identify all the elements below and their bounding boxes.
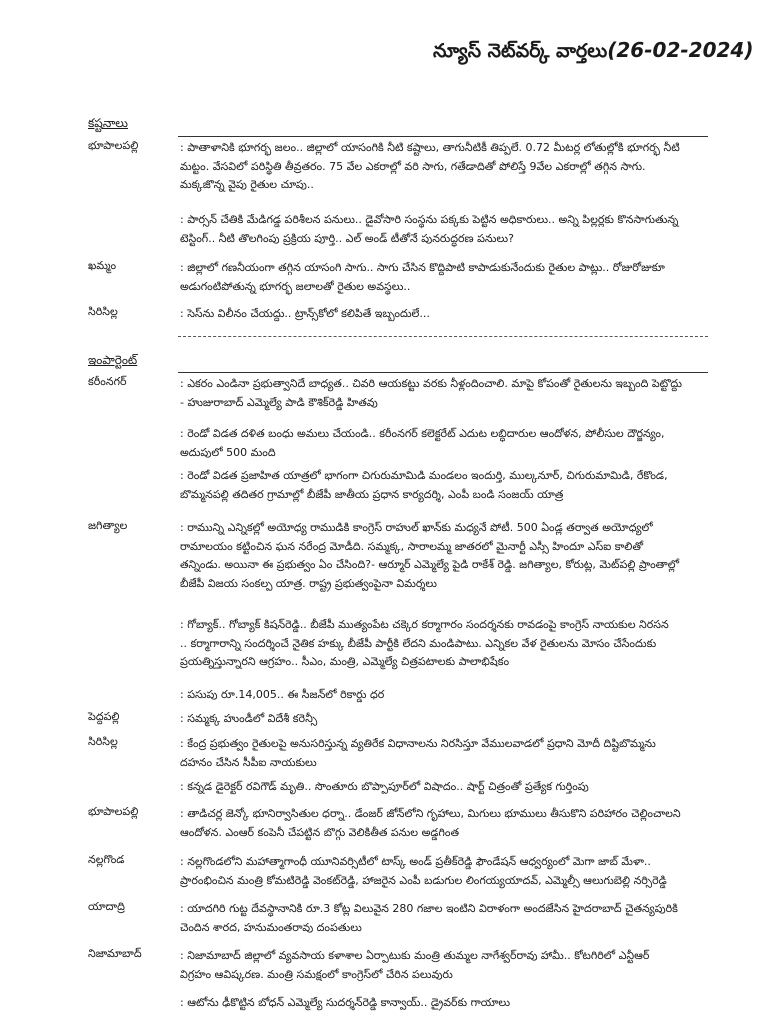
section-heading: కష్టనాలు <box>88 116 128 130</box>
news-line: టెస్టింగ్.. నీటి తొలగింపు ప్రక్రియ పూర్తి.. ఎల్ అండ్ టీతోనే పునరుద్ధరణ పనులు? <box>180 231 514 245</box>
district-name: పెద్దపల్లి <box>88 710 120 723</box>
news-item <box>180 259 728 296</box>
news-line: : కన్నడ డైరెక్టర్ రవిగౌడ్ మృతి.. సొంతూరు బొప్పాపూర్‌లో విషాదం.. షార్ట్ చిత్రంతో ప్రత్యేక గుర్తింపు <box>180 780 589 793</box>
district-name: నిజామాబాద్ <box>88 947 142 960</box>
section-heading: ఇంపార్టెంట్ <box>88 353 138 367</box>
news-line: తన్నిండు. అయినా ఈ ప్రభుత్వం ఏం చేసింది?- ఆర్మూర్ ఎమ్మెల్యే పైడి రాకేశ్ రెడ్డి. జగిత్యాల, కోరుట్ల, మెట్‌పల్లి ప్రాంతాల్లో <box>180 558 680 571</box>
news-item <box>180 375 728 412</box>
district-name: కరీంనగర్ <box>88 375 127 388</box>
section-separator <box>178 336 708 337</box>
news-line: : ఎకరం ఎండినా ప్రభుత్వానిదే బాధ్యత.. చివరి ఆయకట్టు వరకు నీళ్లందించాలి. మాపై కోపంతో రైతులను ఇబ్బంది పెట్టొద్దు <box>180 377 682 390</box>
news-item <box>180 305 728 324</box>
news-item <box>180 425 728 462</box>
news-line: : రామున్ని ఎన్నికల్లో అయోధ్య రాముడికి కాంగ్రెస్ రాహుల్ ఖాన్‌కు మధ్యనే పోటీ. 500 ఏండ్ల తర్వాత అయోధ్యలో <box>180 521 653 534</box>
news-item <box>180 853 728 890</box>
news-line: విగ్రహం ఆవిష్కరణ. మంత్రి సమక్షంలో కాంగ్రెస్‌లో చేరిన పలువురు <box>180 967 453 981</box>
district-name: భూపాలపల్లి <box>88 139 139 152</box>
news-line: : పాతాళానికి భూగర్భ జలం.. జిల్లాలో యాసంగికి నీటి కష్టాలు, తాగునీటికీ తిప్పలే. 0.72 మీటర్ల లోతుల్లోకి భూగర్భ నీటి <box>180 141 680 154</box>
page-title <box>433 38 753 67</box>
news-item <box>180 994 728 1013</box>
news-item <box>180 467 728 504</box>
news-line: : కేంద్ర ప్రభుత్వం రైతులపై అనుసరిస్తున్న వ్యతిరేక విధానాలను నిరసిస్తూ వేములవాడలో ప్రధాని మోదీ దిష్టిబొమ్మను <box>180 737 656 750</box>
news-line: ప్రయత్నిస్తున్నారని ఆగ్రహం.. సీఎం, మంత్రి, ఎమ్మెల్యే చిత్రపటాలకు పాలాభిషేకం <box>180 655 510 668</box>
district-name: భూపాలపల్లి <box>88 805 139 818</box>
news-item <box>180 616 728 672</box>
news-item <box>180 900 728 937</box>
news-line: : నిజామాబాద్ జిల్లాలో వ్యవసాయ కళాశాల ఏర్పాటుకు మంత్రి తుమ్మల నాగేశ్వర్‌రావు హామీ.. కోటగిరిలో ఎన్టీఆర్ <box>180 949 650 962</box>
news-line: అదుపులో 500 మంది <box>180 445 276 459</box>
news-line: మట్టం. వేసవిలో పరిస్థితి తీవ్రతరం. 75 వేల ఎకరాల్లో వరి సాగు, గతేడాదితో పోలిస్తే 9వేల ఎకరాల్లో తగ్గిన సాగు. <box>180 159 646 173</box>
news-line: : నల్లగొండలోని మహాత్మాగాంధీ యూనివర్సిటీలో టాస్క్ అండ్ ప్రతీక్‌రెడ్డి ఫౌండేషన్ ఆధ్వర్యంలో మెగా జాబ్ మేళా.. <box>180 855 651 868</box>
news-line: మక్కజొన్న వైపు రైతుల చూపు.. <box>180 178 314 191</box>
news-line: : యాదగిరి గుట్ట దేవస్థానానికి రూ.3 కోట్ల విలువైన 280 గజాల ఇంటిని విరాళంగా అందజేసిన హైదరాబాద్ చైతన్యపురికి <box>180 902 678 915</box>
news-item <box>180 735 728 772</box>
news-line: .. కర్మాగారాన్ని సందర్శించే నైతిక హక్కు బీజేపీ పార్టీకి లేదని మండిపాటు. ఎన్నికల వేళ రైతులను మోసం చేసేందుకు <box>180 636 657 650</box>
news-item <box>180 778 728 797</box>
news-line: : పార్సన్ చేతికి మేడిగడ్డ పరిశీలన పనులు.. డైవోసారి సంస్థను పక్కకు పెట్టిన అధికారులు.. అన్ని పిల్లర్లకు కొనసాగుతున్న <box>180 213 679 226</box>
district-name: జగిత్యాల <box>88 519 128 532</box>
news-item <box>180 211 728 248</box>
news-line: : రెండో విడత ప్రజాహిత యాత్రలో భాగంగా చిగురుమామిడి మండలం ఇందుర్తి, ముల్కనూర్, చిగురుమామిడి, రేకొండ, <box>180 469 668 482</box>
news-line: : సమ్మక్క హుండీలో విదేశీ కరెన్సీ <box>180 712 318 725</box>
news-line: : జిల్లాలో గణనీయంగా తగ్గిన యాసంగి సాగు.. సాగు చేసిన కొద్దిపాటి కాపాడుకునేందుకు రైతుల పాట్లు.. రోజురోజుకూ <box>180 261 665 274</box>
news-item <box>180 519 728 593</box>
news-line: రామాలయం కట్టించిన ఘన నరేంద్ర మోడీది. సమ్మక్క, సారాలమ్మ జాతరలో మైనార్టీ ఎస్సీ హిందూ ఎస్ఐ కాలితో <box>180 539 644 553</box>
section-rule <box>178 372 708 373</box>
news-line: బీజేపీ విజయ సంకల్ప యాత్ర. రాష్ట్ర ప్రభుత్వంపైనా విమర్శలు <box>180 576 437 590</box>
district-name: సిరిసిల్ల <box>88 735 118 748</box>
news-line: అడుగంటిపోతున్న భూగర్భ జలాలతో రైతుల అవస్థలు.. <box>180 279 411 293</box>
title-date: (26-02-2024) <box>607 38 754 62</box>
news-item <box>180 947 728 984</box>
district-name: ఖమ్మం <box>88 259 117 272</box>
news-line: : పసుపు రూ.14,005.. ఈ సీజన్‌లో రికార్డు ధర <box>180 688 385 701</box>
news-line: : రెండో విడత దళిత బంధు అమలు చేయండి.. కరీంనగర్ కలెక్టరేట్ ఎదుట లబ్ధిదారుల ఆందోళన, పోలీసుల దౌర్జన్యం, <box>180 427 665 440</box>
news-line: చెందిన శారద, హనుమంతరావు దంపతులు <box>180 920 362 934</box>
news-item <box>180 139 728 195</box>
news-line: ప్రారంభించిన మంత్రి కోమటిరెడ్డి వెంకట్‌రెడ్డి, హాజరైన ఎంపీ బడుగుల లింగయ్యయాదవ్, ఎమ్మెల్సీ ఆలుగుబెల్లి నర్సిరెడ్డి <box>180 873 667 887</box>
news-item <box>180 710 728 729</box>
district-name: సిరిసిల్ల <box>88 305 118 318</box>
news-line: : సెస్‌ను విలీనం చేయద్దు.. ట్రాన్స్‌కోలో కలిపితే ఇబ్బందులే... <box>180 307 430 320</box>
news-line: - హుజురాబాద్ ఎమ్మెల్యే పాడి కౌశిక్‌రెడ్డి హితవు <box>180 395 378 409</box>
news-line: ఆందోళన. ఎంఆర్ కంపెనీ చేపట్టిన బొగ్గు వెలికితీత పనుల అడ్డగింత <box>180 825 460 839</box>
district-name: నల్లగొండ <box>88 853 125 866</box>
news-line: : తాడిచర్ల జెన్కో భూనిర్వాసితుల ధర్నా.. డేంజర్ జోన్‌లోని గృహాలు, మిగులు భూములు తీసుకొని పరిహారం చెల్లించాలని <box>180 807 681 820</box>
title-text: న్యూస్ నెట్‌వర్క్ వార్తలు <box>433 40 608 62</box>
news-line: : ఆటోను ఢీకొట్టిన బోధన్ ఎమ్మెల్యే సుదర్శన్‌రెడ్డి కాన్వాయ్.. డ్రైవర్‌కు గాయాలు <box>180 996 511 1009</box>
news-line: దహనం చేసిన సీపీఐ నాయకులు <box>180 755 317 769</box>
news-line: : గోబ్యాక్.. గోబ్యాక్ కిషన్‌రెడ్డి.. బీజేపీ ముత్యంపేట చక్కెర కర్మాగారం సందర్శనకు రావడంపై కాంగ్రెస్ నాయకుల నిరసన <box>180 618 669 631</box>
news-line: బొమ్మనపల్లి తదితర గ్రామాల్లో బీజేపీ జాతీయ ప్రధాన కార్యదర్శి, ఎంపీ బండి సంజయ్ యాత్ర <box>180 487 564 501</box>
district-name: యాదాద్రి <box>88 900 125 913</box>
news-item <box>180 805 728 842</box>
news-item <box>180 686 728 705</box>
section-rule <box>178 136 708 137</box>
